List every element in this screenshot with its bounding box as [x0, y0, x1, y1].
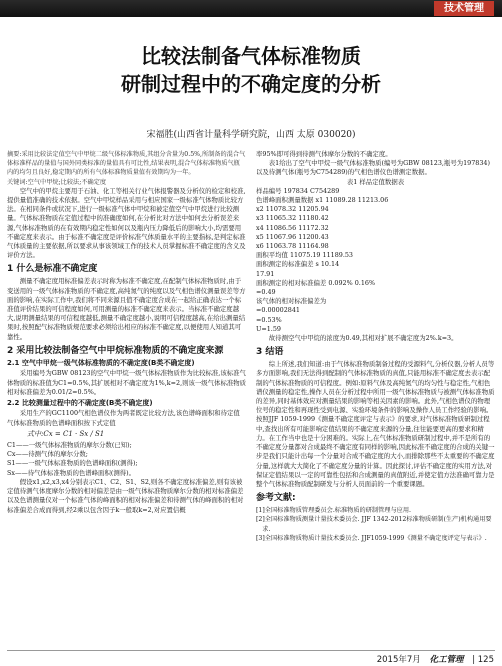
definition-item: Sx——待气体标准物质的色谱峰面积(测得)。 [7, 468, 135, 477]
table-row: x6 11063.78 11164.98 [256, 242, 329, 251]
result-text: 故待测空气中甲烷的浓度为0.49,其相对扩展不确定度为2%.k=3。 [268, 334, 458, 343]
abstract: 摘要:采用比较法定值空气中甲烷二级气体标准物质,其组分含量为0.5%,所制备的混合气体标准样品的量值与国外同类标准的量值具有可比性,结果表明,混合气体标准物质气瓶内的均匀且良好,稳定期内的所有气体标准物质量值有效期均为一年。 [7, 151, 246, 177]
section-2-2-continued: 假设x1,x2,x3,x4分别表示C1、C2、S1、S2,则各不确定度标准偏差,则有该被定值待测气体度摩尔分数的相对偏差是由一级气体标准物质摩尔分数的相对标准偏差以及色谱测量仪对一个标准气体的峰面积的相对标准偏差和待测气体的峰面积的相对标准偏差合成而得到,经2乘以包含因子k一般取k=2,对应置信概 [7, 477, 244, 514]
section-2-1-text: 采用编号为GBW 08123的空气中甲烷一级气体标准物质作为比较标准,该标准气体物质的标准值为C1=0.5%,其扩展相对不确定度为1%,k=2,则该一级气体标准物质相对标准偏差为0.01/2=0.5%。 [7, 369, 247, 396]
reference-item: [3]全国标准物质物质计量技术委员会. JJF1059-1999《测量不确定度评定与表示》. [256, 534, 487, 542]
section-2-heading: 2 采用比较法制备空气中甲烷标准物质的不确定度来源 [7, 345, 224, 356]
table-row: x5 11067.96 11200.43 [256, 232, 329, 241]
table-row: 17.91 [256, 269, 275, 278]
page-footer: 2015年7月 化工管理 | 125 [376, 655, 494, 665]
table-row: x2 11078.32 11205.94 [256, 205, 329, 214]
table-intro: 表1给出了空气中甲烷一级气体标准物质(编号为GBW 08123,瓶号为197834)以及待测气体(瓶号为C754289)的气相色谱仪色谱测定数据。 [256, 159, 490, 177]
intro-paragraph: 空气中的甲烷主要用于石油、化工等相关行业气体报警器及分析仪的检定和校准,提供量值准确的技术依据。空气中甲烷样品采用与相应国家一级标准气体物质比较方法。在相同条件或状况下,进行一级标准气体中甲烷和被定值空气中甲烷进行比较测量。气体标准物质在定值过程中的准确度如何,在分析比对方法中如何去分析误差来源,气体标准物质的在有效期内稳定性如何以及瓶内压力降低后的影响大小,均需要用不确定度来表示。由于标准不确定度是评价标准气体质量水平的主要指标,是判定标准气体质量的主要依据,所以要求从事该领域工作的技术人员掌握标准不确定度的含义及评价方法。 [7, 186, 246, 260]
left-column [7, 150, 246, 515]
section-1-heading: 1 什么是标准不确定度 [7, 264, 98, 275]
author-affiliation: 宋福胜(山西省计量科学研究院，山西 太原 030020) [146, 130, 356, 140]
page-number: 125 [477, 655, 494, 665]
section-1-text: 测量不确定度用标准偏差表示时称为标准不确定度,在配制气体标准物质时,由于变送用的一级气体标准物质的不确定度,高纯氮气的纯度以及气相色谱仪测量误差等方面的影响,在实际工作中,我们将不同来源且值不确定度合成在一起给正确表达一个标准值评价结果的可信程度如何,可用测量的标准不确定度来表示。当标准不确定度越大,说明测量结果的可信程度越低,测量不确定度越小,说明可信程度越高,在给出测量结果时,按照配气标准物质规范要求必须给出相应的标准不确定度,以便使用人知道其可靠性。 [7, 277, 246, 341]
table-title: 表1 样品定值数据表 [346, 177, 405, 186]
reference-item: [2]全国标准物质测量计量技术委员会. JJF 1342-2012标准物质研制(生产)机构通用要求. [256, 516, 492, 533]
reference-item: [1]全国标准物质管理委员会.标准物质的研制管理与应用. [256, 507, 412, 515]
table-row: x3 11065.32 11180.42 [256, 214, 329, 223]
right-column [256, 150, 495, 543]
header-bar [0, 0, 502, 17]
formula: 式中:Cx = C1 · Sx / S1 [27, 429, 105, 438]
section-2-2-heading: 2.2 比较测量过程中的不确定度(B类不确定度) [7, 398, 153, 407]
table-row: 面积测定的相对标准偏差 0.092% 0.16% [256, 278, 376, 287]
issue-date: 2015年7月 [376, 655, 421, 665]
table-row: 面积测定的标准偏差 s 10.14 [256, 260, 340, 269]
data-table [256, 187, 495, 334]
table-row: 色谱峰面积测量数据 x1 11089.28 11213.06 [256, 196, 389, 205]
section-tag: 技术管理 [434, 1, 494, 16]
table-row: 面积平均值 11075.19 11189.53 [256, 251, 354, 260]
section-3-text: 综上所述,我们知道:由于气体标准物质制备过程的受源料气,分析仪器,分析人员等多方面影响,我们无法得到配制的气体标准物质的真值,只能用标准不确定度去表示配制的气体标准物质的可信程度。例如:原料气体及高纯氮气的均匀性与稳定性,气相色谱仪测量的稳定性,操作人员在分析过程中所用一级气体标准物质与被测气体标准物质的差异,同时基体效应对测量结果的影响等相关因素的影响。此外,气相色谱仪的物理位号的稳定性和再现性受到电源、实验环境条件的影响及操作人员工作经验的影响。按照JJF 1059-1999《测量不确定度评定与表示》的要求,对气体标准物质研制过程中,查找出所有可能影响定值结果的不确定度来源的分量,往往能要更高的要求和精力。在工作当中也是十分困难的。实际上,在气体标准物质研制过程中,并不是所有的不确定度分量都对合成最终不确定度有同样的影响,因此标准不确定度的合成的关键一步是我们只能计出每一个分量对合成不确定度的大小,而排除那些不太重要的不确定度分量,这样就大大简化了不确定度分量的计算。因此探讨,评估不确定度的实用方法,对保证定值结果以一定的可靠性包括和合成测量的真值附近,并使定值方法准确可靠力是整个气体标准物质配制研发与分析人员面前的一个重要课题。 [256, 360, 495, 488]
table-row: 样品编号 197834 C754289 [256, 186, 340, 195]
references-heading: 参考文献: [256, 493, 296, 504]
keywords: 关键词:空气中甲烷;比较法;不确定度 [7, 178, 107, 186]
definition-item: C1——一级气体标准物质的摩尔分数(已知); [7, 441, 132, 450]
section-2-2-text: 采用生产的GC1100气相色谱仪作为两者既定比较方法,该色谱峰面积和待定值气体标准物质的色谱峰面积按下式定值 [7, 409, 240, 427]
section-3-heading: 3 结语 [256, 347, 284, 358]
table-row: =0.49 [256, 288, 276, 297]
table-row: 该气体的相对标准偏差为 [256, 297, 327, 306]
table-row: =0.53% [256, 315, 282, 324]
magazine-name: 化工管理 [429, 655, 464, 665]
table-row: =0.00002841 [256, 306, 300, 315]
article-title-line2: 研制过程中的不确定度的分析 [121, 72, 381, 96]
table-row: U=1.59 [256, 324, 281, 333]
table-row: x4 11086.56 11172.32 [256, 223, 329, 232]
footer-divider [7, 650, 495, 651]
definition-item: Cx——待测气体的摩尔分数; [7, 450, 88, 459]
section-2-1-heading: 2.1 空气中甲烷一级气体标准物质的不确定度(B类不确定度) [7, 358, 195, 367]
continued-text: 率95%即可得到待测气体摩尔分数的不确定度。 [256, 150, 392, 158]
article-title-line1: 比较法制备气体标准物质 [141, 44, 361, 68]
definition-item: S1——一级气体标准物质的色谱峰面积(测得); [7, 459, 138, 468]
